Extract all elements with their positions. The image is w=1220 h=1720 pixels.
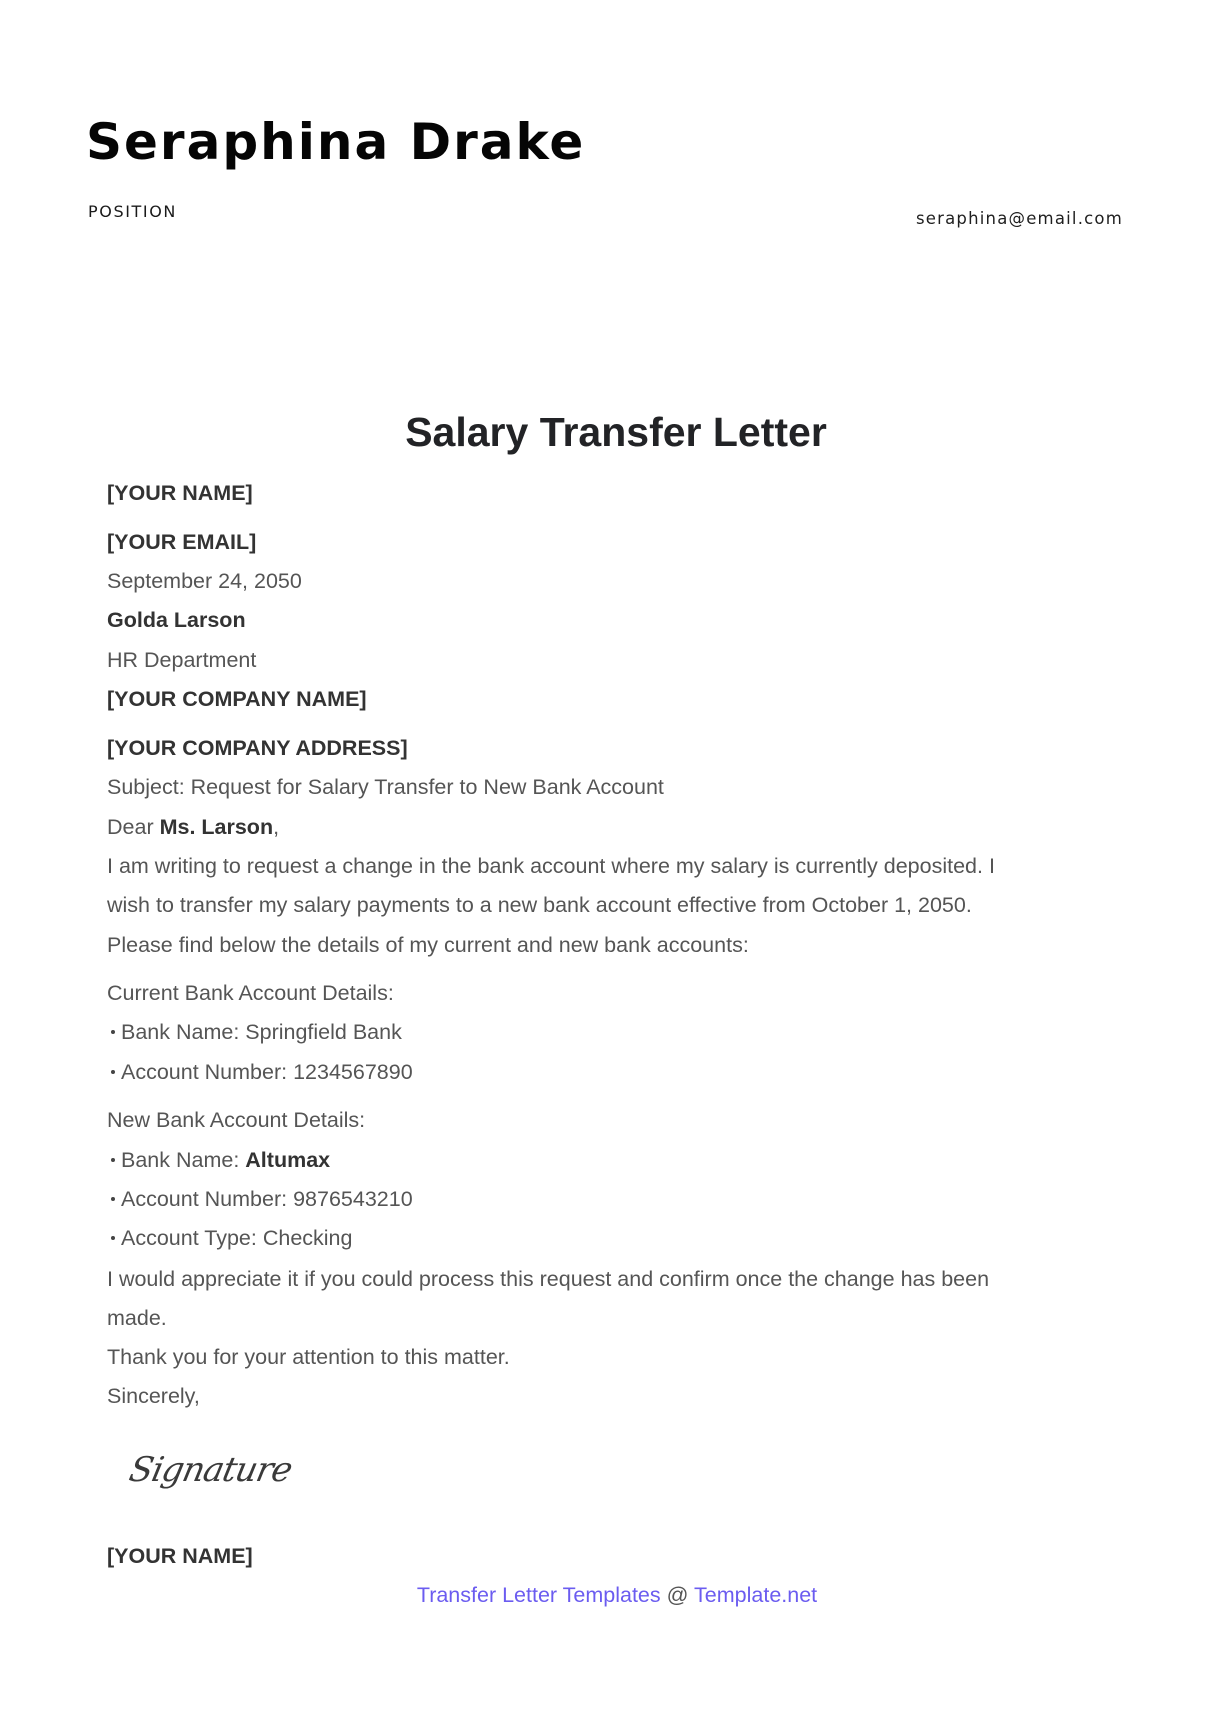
paragraph2-line: made. [107,1306,167,1330]
list-item: Bank Name: Altumax [111,1146,330,1174]
author-email: seraphina@email.com [915,209,1123,228]
document-title: Salary Transfer Letter [405,409,827,455]
salutation [107,813,279,841]
bullet-icon [111,1236,115,1240]
company-address: [YOUR COMPANY ADDRESS] [107,736,408,760]
sender-name: [YOUR NAME] [107,481,253,505]
signature: Signature [125,1450,296,1490]
thanks-line: Thank you for your attention to this matter. [107,1345,510,1369]
letter-date: September 24, 2050 [107,569,302,593]
sender-email: [YOUR EMAIL] [107,530,257,554]
footer-separator: @ [660,1583,695,1607]
recipient-name: Golda Larson [107,608,246,632]
list-item: Bank Name: Springfield Bank [111,1018,402,1046]
signoff-name: [YOUR NAME] [107,1544,253,1568]
salutation-prefix: Dear [107,815,160,839]
bullet-icon [111,1030,115,1034]
list-item: Account Number: 9876543210 [111,1185,413,1213]
company-name: [YOUR COMPANY NAME] [107,687,367,711]
paragraph1-line: wish to transfer my salary payments to a new bank account effective from October 1, 2050. [107,893,972,917]
salutation-suffix: , [273,815,280,839]
bullet-icon [111,1197,115,1201]
bullet-icon [111,1158,115,1162]
closing: Sincerely, [107,1384,200,1408]
list-item: Account Type: Checking [111,1224,352,1252]
paragraph1-line: I am writing to request a change in the bank account where my salary is currently deposited. I [107,854,995,878]
footer-link-site[interactable]: Template.net [694,1583,818,1607]
salutation-name: Ms. Larson [159,815,274,839]
new-account-heading: New Bank Account Details: [107,1108,366,1132]
paragraph1-line: Please find below the details of my current and new bank accounts: [107,933,749,957]
recipient-department: HR Department [107,648,257,672]
list-item: Account Number: 1234567890 [111,1058,413,1086]
current-account-heading: Current Bank Account Details: [107,981,394,1005]
footer-link-templates[interactable]: Transfer Letter Templates [416,1583,661,1607]
author-position: POSITION [88,202,177,221]
bullet-icon [111,1070,115,1074]
letter-subject: Subject: Request for Salary Transfer to New Bank Account [107,775,664,799]
footer-attribution [0,1581,1220,1609]
paragraph2-line: I would appreciate it if you could process this request and confirm once the change has been [107,1267,990,1291]
author-name: Seraphina Drake [86,113,586,171]
